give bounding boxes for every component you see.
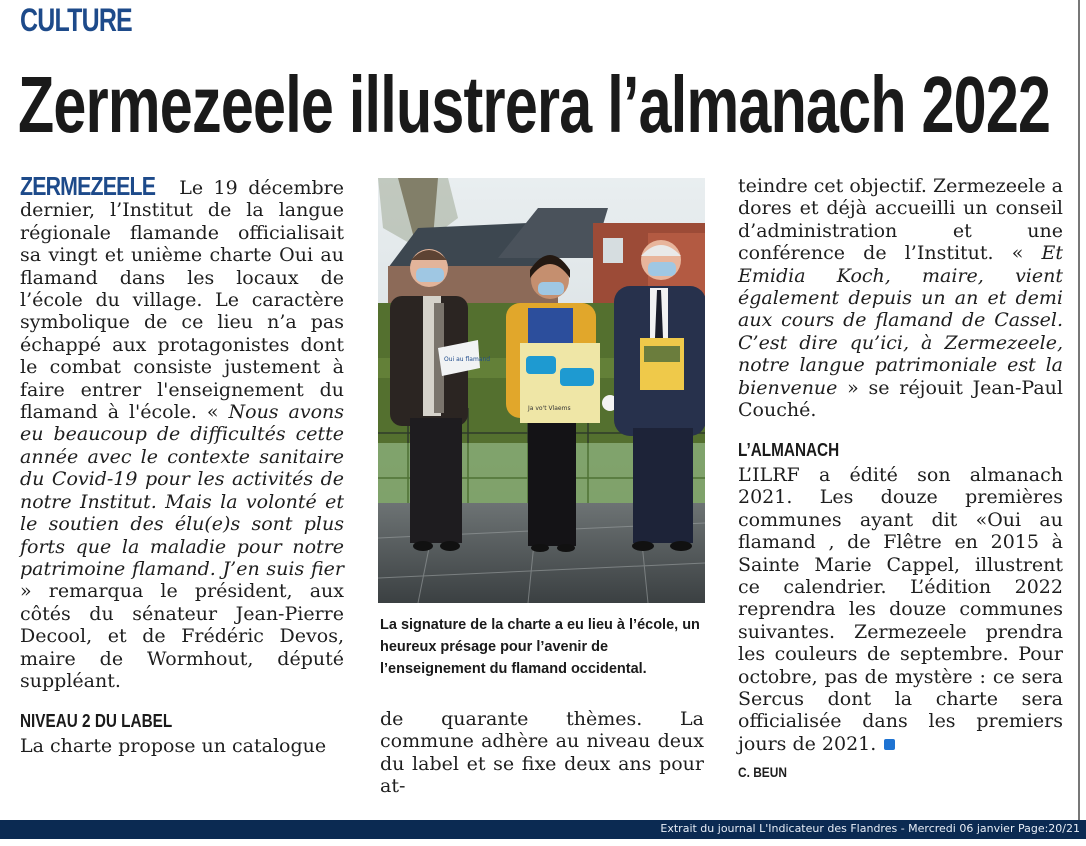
article-paragraph (738, 175, 1063, 421)
quote-text: Nous avons eu beaucoup de difficultés cette année avec le contexte sanitaire du Covid-19 pour les activités de notre Institut. Mais la volonté et le soutien des élu(e)s sont plus forts que la maladie pour notre patrimoine flamand. J’en suis fier (20, 401, 344, 580)
poster-text: Ja vo't Vlaems (528, 405, 571, 412)
banner-text: Oui au flamand (444, 356, 491, 363)
article-paragraph: de quarante thèmes. La commune adhère au niveau deux du label et se fixe deux ans pour at- (380, 708, 704, 798)
location-kicker: ZERMEZEELE (20, 171, 156, 201)
paragraph-text: Le 19 décembre dernier, l’Institut de la langue régionale flamande officialisait sa vingt et unième charte Oui au flamand dans les locaux de l’école du village. Le caractère symbolique de ce lieu n’a pas échappé aux protagonistes dont le combat consiste justement à faire entrer l'enseignement du flamand à l'école. « (20, 177, 344, 424)
article-paragraph (738, 464, 1063, 755)
end-of-article-icon (884, 739, 895, 750)
article-column-1 (20, 171, 344, 757)
article-paragraph: La charte propose un catalogue (20, 734, 327, 757)
headline: Zermezeele illustrera l’almanach 2022 (18, 60, 1051, 149)
footer-source-text: Extrait du journal L'Indicateur des Flandres - Mercredi 06 janvier Page:20/21 (660, 822, 1080, 835)
photo-caption: La signature de la charte a eu lieu à l’école, un heureux présage pour l’avenir de l’enseignement du flamand occidental. (380, 617, 700, 677)
page-edge-rule (1078, 0, 1080, 820)
paragraph-text: » remarqua le président, aux côtés du sénateur Jean-Pierre Decool, et de Frédéric Devos, maire de Wormhout, député suppléant. (20, 580, 344, 692)
subheading: L’ALMANACH (738, 440, 840, 461)
section-rubric: CULTURE (20, 2, 132, 38)
paragraph-text: » se réjouit Jean-Paul Couché. (738, 376, 1063, 422)
paragraph-text: teindre cet objectif. Zermezeele a dores et déjà accueilli un conseil d’administration et une conférence de l’Institut. « (738, 175, 1063, 265)
subheading: NIVEAU 2 DU LABEL (20, 711, 173, 732)
article-paragraph (20, 171, 344, 692)
article-column-2 (380, 708, 704, 798)
author-signature: C. BEUN (738, 764, 787, 781)
footer-bar (0, 820, 1086, 839)
quote-text: Et Emidia Koch, maire, vient également depuis un an et demi aux cours de flamand de Cassel. C’est dire qu’ici, à Zermezeele, notre langue patrimoniale est la bienvenue (738, 242, 1063, 399)
paragraph-text: L’ILRF a édité son almanach 2021. Les douze premières communes ayant dit «Oui au flamand , de Flêtre en 2015 à Sainte Marie Cappel, illustrent ce calendrier. L’édition 2022 reprendra les douze communes suivantes. Zermezeele prendra les couleurs de septembre. Pour octobre, pas de mystère : ce sera Sercus dont la charte sera officialisée dans les premiers jours de 2021. (738, 463, 1063, 755)
article-photo (378, 178, 705, 603)
article-column-3 (738, 175, 1063, 784)
